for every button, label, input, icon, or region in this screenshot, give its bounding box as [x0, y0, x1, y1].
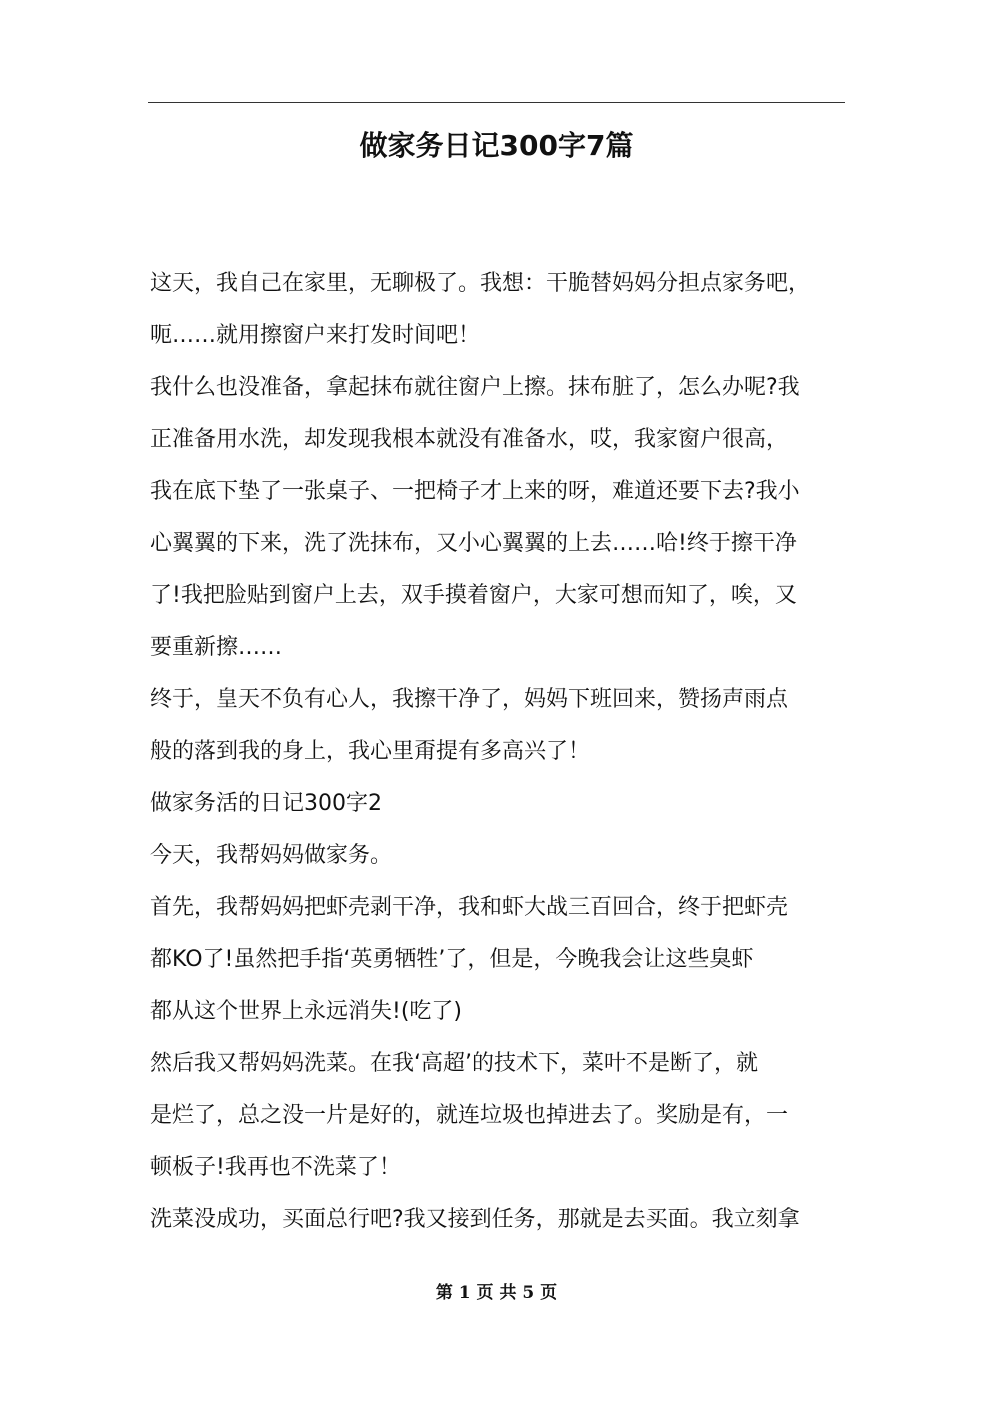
page-footer: 第 1 页 共 5 页 — [435, 1283, 558, 1303]
text-line: 这天，我自己在家里，无聊极了。我想：干脆替妈妈分担点家务吧， — [150, 271, 811, 296]
text-line: 正准备用水洗，却发现我根本就没有准备水，哎，我家窗户很高， — [150, 427, 789, 452]
text-line: 都KO了!虽然把手指‘英勇牺牲’了，但是，今晚我会让这些臭虾 — [150, 947, 754, 972]
text-line: 终于，皇天不负有心人，我擦干净了，妈妈下班回来，赞扬声雨点 — [150, 687, 789, 712]
document-title: 做家务日记300字7篇 — [359, 129, 634, 162]
text-line: 然后我又帮妈妈洗菜。在我‘高超’的技术下，菜叶不是断了，就 — [150, 1051, 758, 1076]
text-line: 是烂了，总之没一片是好的，就连垃圾也掉进去了。奖励是有，一 — [150, 1103, 789, 1128]
text-line: 今天，我帮妈妈做家务。 — [150, 843, 393, 868]
text-line: 都从这个世界上永远消失!(吃了) — [150, 999, 462, 1024]
text-line: 呃……就用擦窗户来打发时间吧！ — [150, 323, 481, 348]
text-line: 首先，我帮妈妈把虾壳剥干净，我和虾大战三百回合，终于把虾壳 — [150, 895, 789, 920]
text-line: 洗菜没成功，买面总行吧?我又接到任务，那就是去买面。我立刻拿 — [150, 1207, 800, 1232]
section-heading: 做家务活的日记300字2 — [150, 791, 382, 816]
text-line: 顿板子!我再也不洗菜了！ — [150, 1155, 401, 1180]
header-rule — [148, 102, 845, 103]
text-line: 要重新擦…… — [150, 635, 283, 660]
text-line: 般的落到我的身上，我心里甭提有多高兴了！ — [150, 739, 591, 764]
text-line: 心翼翼的下来，洗了洗抹布，又小心翼翼的上去……哈!终于擦干净 — [150, 531, 797, 556]
text-line: 我什么也没准备，拿起抹布就往窗户上擦。抹布脏了，怎么办呢?我 — [150, 375, 800, 400]
text-line: 我在底下垫了一张桌子、一把椅子才上来的呀，难道还要下去?我小 — [150, 479, 800, 504]
text-line: 了!我把脸贴到窗户上去，双手摸着窗户，大家可想而知了，唉，又 — [150, 583, 797, 608]
document-body — [150, 258, 850, 1246]
